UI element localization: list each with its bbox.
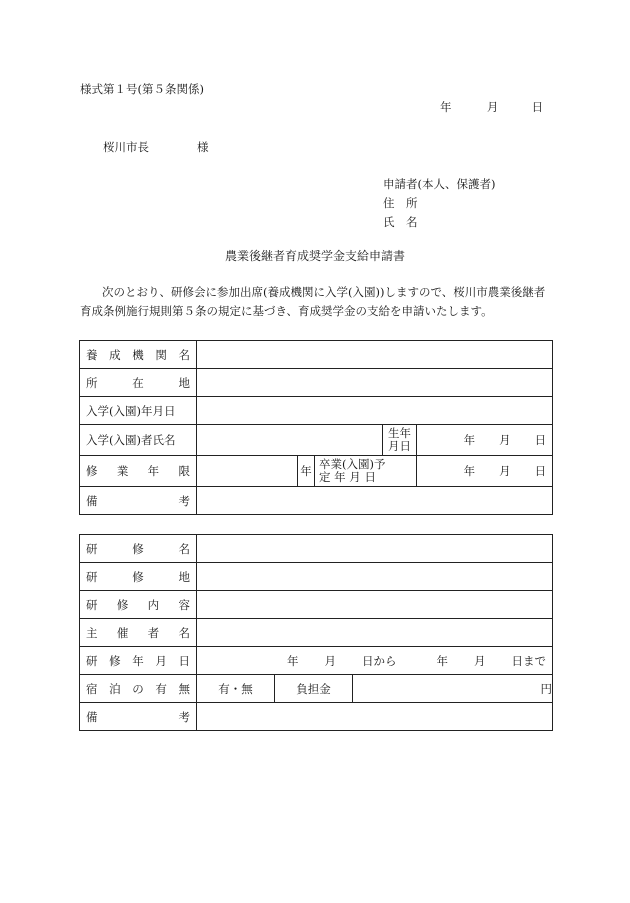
label-char: 年 [147,464,160,478]
table-row [80,563,553,591]
addressee [103,139,209,155]
label-char: 機 [132,347,144,362]
label-char: 日 [534,464,547,478]
spread-text [86,347,190,363]
entrant-name-field[interactable] [197,425,383,456]
label-char: 月 [155,653,167,668]
table-row [80,369,553,397]
training-remarks-field[interactable] [197,703,553,731]
label-char: 地 [178,569,190,584]
application-body-text: 次のとおり、研修会に参加出席(養成機関に入学(入園))しますので、桜川市農業後継者育成条例施行規則第５条の規定に基づき、育成奨学金の支給を申請いたします。 [80,285,546,318]
location-label [80,369,197,397]
form-number: 様式第１号(第５条関係) [80,82,204,96]
table-row [80,397,553,425]
table-row [80,619,553,647]
label-char: 限 [178,464,190,478]
training-name-field[interactable] [197,535,553,563]
label-char: 無 [178,681,190,696]
training-content-field[interactable] [197,591,553,619]
label-char: 生年 [388,426,411,440]
table-row [80,591,553,619]
organizer-field[interactable] [197,619,553,647]
label-char: 催 [116,625,129,640]
period-field[interactable] [197,456,298,487]
label-char: 修 [109,653,121,668]
label-char: 月 [499,433,511,447]
date-day-unit: 日 [531,100,544,114]
label-char: 名 [178,625,190,640]
entrant-name-label: 入学(入園)者氏名 [80,425,197,456]
label-char: 年 [287,653,299,668]
label-char: 卒業(入園)予 [319,457,386,471]
table-row [80,425,553,456]
training-table [79,534,553,731]
location-field[interactable] [197,369,553,397]
label-char: 年 [132,653,144,668]
label-char: 年 [463,433,476,447]
label-char: 日から [362,653,397,668]
table-row [80,675,553,703]
organizer-label [80,619,197,647]
addressee-honorific: 様 [197,140,209,154]
label-char: 月日 [388,439,411,453]
label-char: 有 [155,681,167,696]
period-year-unit: 年 [298,456,315,487]
table-row [80,647,553,675]
label-char: 備 [86,493,98,508]
label-char: 名 [178,347,190,362]
applicant-block [383,175,495,232]
label-char: 日 [534,433,547,447]
label-char: 修 [116,597,129,612]
label-char: 研 [86,569,98,584]
label-char: 研 [86,653,98,668]
table-row [80,487,553,515]
label-char: 主 [86,625,98,640]
label-char: 業 [116,464,129,478]
table-row [80,341,553,369]
date-month-unit: 月 [486,100,499,114]
entry-date-label: 入学(入園)年月日 [80,397,197,425]
label-char: 所 [86,375,98,390]
birth-date-field[interactable] [417,425,553,456]
label-char: 年 [436,653,449,668]
training-date-label [80,647,197,675]
date-year-unit: 年 [440,100,452,114]
applicant-address-label: 住 所 [383,196,418,210]
lodging-label [80,675,197,703]
label-char: 容 [178,597,190,612]
table-row [80,535,553,563]
training-remarks-label [80,703,197,731]
label-char: 備 [86,709,98,724]
label-char: 泊 [109,681,121,696]
label-char: 修 [132,569,144,584]
label-char: 地 [178,375,190,390]
training-name-label [80,535,197,563]
training-place-label [80,563,197,591]
training-date-field[interactable] [197,647,553,675]
institution-name-field[interactable] [197,341,553,369]
label-char: 年 [463,464,476,478]
label-char: 定 年 月 日 [319,470,376,484]
birth-date-label [383,425,417,456]
institution-table [79,340,553,515]
label-char: 関 [155,347,167,362]
label-char: 内 [147,597,160,612]
table-row [80,703,553,731]
document-title: 農業後継者育成奨学金支給申請書 [224,249,405,263]
label-char: 宿 [86,681,98,696]
label-char: 月 [324,653,337,668]
remarks-field[interactable] [197,487,553,515]
label-char: 名 [178,541,190,556]
burden-amount-field[interactable]: 円 [353,675,553,703]
label-char: 修 [86,464,98,478]
training-place-field[interactable] [197,563,553,591]
label-char: 月 [474,653,486,668]
label-char: 在 [132,375,144,390]
institution-name-label [80,341,197,369]
burden-label: 負担金 [275,675,353,703]
label-char: 日まで [511,653,547,668]
graduation-date-field[interactable] [417,456,553,487]
label-char: の [132,681,144,696]
label-char: 研 [86,541,98,556]
applicant-label: 申請者(本人、保護者) [383,177,496,191]
graduation-date-label [315,456,417,487]
label-char: 成 [109,347,121,362]
remarks-label [80,487,197,515]
lodging-option[interactable]: 有・無 [197,675,275,703]
label-char: 研 [86,597,98,612]
label-char: 考 [178,709,190,724]
addressee-city: 桜川市長 [103,140,149,154]
label-char: 考 [178,493,190,508]
table-row [80,456,553,487]
training-content-label [80,591,197,619]
label-char: 者 [147,625,160,640]
label-char: 修 [132,541,144,556]
label-char: 養 [86,347,98,362]
label-char: 月 [499,464,511,478]
entry-date-field[interactable] [197,397,553,425]
submission-date [440,99,543,115]
period-label [80,456,197,487]
label-char: 日 [178,653,190,668]
applicant-name-label: 氏 名 [383,215,418,229]
